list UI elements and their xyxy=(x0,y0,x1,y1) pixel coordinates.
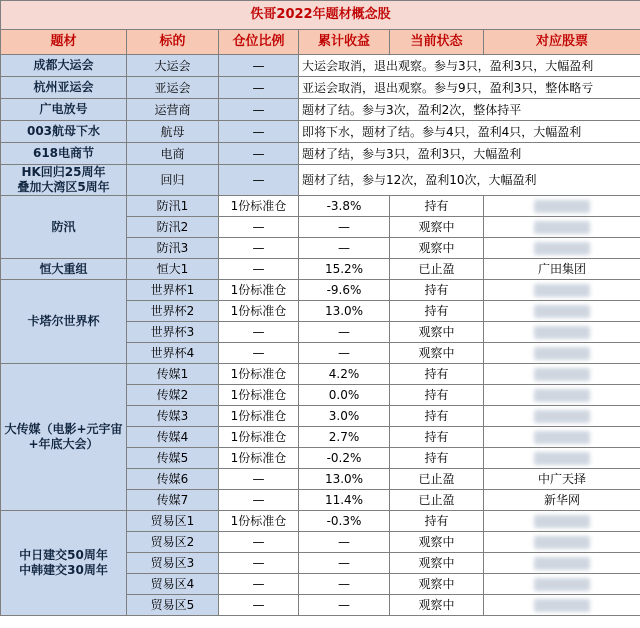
status-cell[interactable]: 观察中 xyxy=(390,217,484,238)
status-cell[interactable]: 观察中 xyxy=(390,343,484,364)
stock-cell[interactable] xyxy=(484,553,640,574)
return-cell[interactable]: — xyxy=(299,238,390,259)
status-cell[interactable]: 观察中 xyxy=(390,595,484,616)
position-cell[interactable]: — xyxy=(219,343,299,364)
stock-cell[interactable]: 广田集团 xyxy=(484,259,640,280)
return-cell[interactable]: 13.0% xyxy=(299,301,390,322)
blurred-stock-name xyxy=(534,557,590,570)
stock-cell[interactable] xyxy=(484,574,640,595)
stock-cell[interactable] xyxy=(484,217,640,238)
blurred-stock-name xyxy=(534,221,590,234)
position-cell[interactable]: 1份标准仓 xyxy=(219,280,299,301)
status-cell[interactable]: 已止盈 xyxy=(390,259,484,280)
return-cell[interactable]: — xyxy=(299,343,390,364)
position-cell[interactable]: 1份标准仓 xyxy=(219,364,299,385)
status-cell[interactable]: 已止盈 xyxy=(390,469,484,490)
status-cell[interactable]: 持有 xyxy=(390,406,484,427)
target-cell[interactable]: 防汛2 xyxy=(127,217,219,238)
target-cell[interactable]: 贸易区1 xyxy=(127,511,219,532)
position-cell[interactable]: 1份标准仓 xyxy=(219,511,299,532)
target-cell[interactable]: 防汛3 xyxy=(127,238,219,259)
position-cell[interactable]: — xyxy=(219,532,299,553)
position-cell[interactable]: — xyxy=(219,99,299,121)
note-cell[interactable]: 题材了结。参与3次，盈利2次，整体持平 xyxy=(299,99,640,121)
table-row xyxy=(1,511,640,532)
header-stock[interactable]: 对应股票 xyxy=(484,30,640,55)
position-cell[interactable]: — xyxy=(219,238,299,259)
theme-cell[interactable]: 恒大重组 xyxy=(1,259,127,280)
stock-cell[interactable] xyxy=(484,301,640,322)
blurred-stock-name xyxy=(534,347,590,360)
return-cell[interactable]: 4.2% xyxy=(299,364,390,385)
target-cell[interactable]: 传媒7 xyxy=(127,490,219,511)
status-cell[interactable]: 持有 xyxy=(390,364,484,385)
table-row xyxy=(1,55,640,77)
table-row xyxy=(1,280,640,301)
stock-cell[interactable] xyxy=(484,532,640,553)
blurred-stock-name xyxy=(534,536,590,549)
return-cell[interactable]: -0.3% xyxy=(299,511,390,532)
status-cell[interactable]: 观察中 xyxy=(390,574,484,595)
blurred-stock-name xyxy=(534,452,590,465)
sheet-title[interactable]: 佚哥2022年题材概念股 xyxy=(1,1,640,30)
return-cell[interactable]: 13.0% xyxy=(299,469,390,490)
target-cell[interactable]: 传媒3 xyxy=(127,406,219,427)
blurred-stock-name xyxy=(534,389,590,402)
return-cell[interactable]: — xyxy=(299,595,390,616)
position-cell[interactable]: — xyxy=(219,143,299,165)
return-cell[interactable]: -9.6% xyxy=(299,280,390,301)
target-cell[interactable]: 贸易区2 xyxy=(127,532,219,553)
status-cell[interactable]: 观察中 xyxy=(390,322,484,343)
stock-cell[interactable] xyxy=(484,511,640,532)
table-row xyxy=(1,77,640,99)
target-cell[interactable]: 运营商 xyxy=(127,99,219,121)
stock-cell[interactable]: 中广天择 xyxy=(484,469,640,490)
status-cell[interactable]: 观察中 xyxy=(390,238,484,259)
blurred-stock-name xyxy=(534,368,590,381)
target-cell[interactable]: 传媒2 xyxy=(127,385,219,406)
return-cell[interactable]: — xyxy=(299,532,390,553)
blurred-stock-name xyxy=(534,200,590,213)
status-cell[interactable]: 持有 xyxy=(390,427,484,448)
table-row xyxy=(1,143,640,165)
position-cell[interactable]: 1份标准仓 xyxy=(219,427,299,448)
target-cell[interactable]: 恒大1 xyxy=(127,259,219,280)
position-cell[interactable]: — xyxy=(219,553,299,574)
position-cell[interactable]: — xyxy=(219,574,299,595)
theme-cell[interactable]: 中日建交50周年 中韩建交30周年 xyxy=(1,511,127,616)
table-row xyxy=(1,259,640,280)
return-cell[interactable]: — xyxy=(299,574,390,595)
target-cell[interactable]: 大运会 xyxy=(127,55,219,77)
target-cell[interactable]: 世界杯2 xyxy=(127,301,219,322)
blurred-stock-name xyxy=(534,599,590,612)
theme-cell[interactable]: 003航母下水 xyxy=(1,121,127,143)
target-cell[interactable]: 传媒4 xyxy=(127,427,219,448)
return-cell[interactable]: 3.0% xyxy=(299,406,390,427)
stock-cell[interactable] xyxy=(484,280,640,301)
blurred-stock-name xyxy=(534,305,590,318)
stock-cell[interactable] xyxy=(484,364,640,385)
theme-cell[interactable]: 卡塔尔世界杯 xyxy=(1,280,127,364)
status-cell[interactable]: 持有 xyxy=(390,301,484,322)
blurred-stock-name xyxy=(534,410,590,423)
position-cell[interactable]: 1份标准仓 xyxy=(219,385,299,406)
header-status[interactable]: 当前状态 xyxy=(390,30,484,55)
theme-cell[interactable]: 大传媒（电影+元宇宙+年底大会） xyxy=(1,364,127,511)
note-cell[interactable]: 题材了结，参与3只，盈利3只，大幅盈利 xyxy=(299,143,640,165)
target-cell[interactable]: 航母 xyxy=(127,121,219,143)
header-theme[interactable]: 题材 xyxy=(1,30,127,55)
target-cell[interactable]: 贸易区4 xyxy=(127,574,219,595)
return-cell[interactable]: — xyxy=(299,217,390,238)
return-cell[interactable]: -0.2% xyxy=(299,448,390,469)
position-cell[interactable]: — xyxy=(219,77,299,99)
theme-cell[interactable]: 成都大运会 xyxy=(1,55,127,77)
note-cell[interactable]: 即将下水，题材了结。参与4只，盈利4只，大幅盈利 xyxy=(299,121,640,143)
stock-cell[interactable]: 新华网 xyxy=(484,490,640,511)
table-row xyxy=(1,196,640,217)
theme-cell[interactable]: 杭州亚运会 xyxy=(1,77,127,99)
target-cell[interactable]: 贸易区3 xyxy=(127,553,219,574)
header-position[interactable]: 仓位比例 xyxy=(219,30,299,55)
target-cell[interactable]: 防汛1 xyxy=(127,196,219,217)
position-cell[interactable]: 1份标准仓 xyxy=(219,301,299,322)
return-cell[interactable]: — xyxy=(299,322,390,343)
position-cell[interactable]: — xyxy=(219,322,299,343)
target-cell[interactable]: 世界杯3 xyxy=(127,322,219,343)
status-cell[interactable]: 持有 xyxy=(390,385,484,406)
return-cell[interactable]: 2.7% xyxy=(299,427,390,448)
header-target[interactable]: 标的 xyxy=(127,30,219,55)
target-cell[interactable]: 回归 xyxy=(127,165,219,196)
target-cell[interactable]: 传媒6 xyxy=(127,469,219,490)
status-cell[interactable]: 持有 xyxy=(390,280,484,301)
position-cell[interactable]: 1份标准仓 xyxy=(219,196,299,217)
theme-cell[interactable]: HK回归25周年 叠加大湾区5周年 xyxy=(1,165,127,196)
theme-cell[interactable]: 618电商节 xyxy=(1,143,127,165)
position-cell[interactable]: — xyxy=(219,469,299,490)
table-row xyxy=(1,99,640,121)
target-cell[interactable]: 贸易区5 xyxy=(127,595,219,616)
position-cell[interactable]: — xyxy=(219,259,299,280)
return-cell[interactable]: — xyxy=(299,553,390,574)
status-cell[interactable]: 持有 xyxy=(390,196,484,217)
header-row xyxy=(1,30,640,55)
theme-cell[interactable]: 广电放号 xyxy=(1,99,127,121)
target-cell[interactable]: 世界杯1 xyxy=(127,280,219,301)
target-cell[interactable]: 传媒1 xyxy=(127,364,219,385)
status-cell[interactable]: 持有 xyxy=(390,511,484,532)
note-cell[interactable]: 题材了结，参与12次，盈利10次，大幅盈利 xyxy=(299,165,640,196)
position-cell[interactable]: — xyxy=(219,165,299,196)
target-cell[interactable]: 电商 xyxy=(127,143,219,165)
table-row xyxy=(1,121,640,143)
blurred-stock-name xyxy=(534,431,590,444)
status-cell[interactable]: 已止盈 xyxy=(390,490,484,511)
stock-cell[interactable] xyxy=(484,385,640,406)
stock-cell[interactable] xyxy=(484,406,640,427)
theme-cell[interactable]: 防汛 xyxy=(1,196,127,259)
target-cell[interactable]: 传媒5 xyxy=(127,448,219,469)
stock-cell[interactable] xyxy=(484,595,640,616)
stock-cell[interactable] xyxy=(484,238,640,259)
stock-cell[interactable] xyxy=(484,448,640,469)
note-cell[interactable]: 亚运会取消，退出观察。参与9只，盈利3只，整体略亏 xyxy=(299,77,640,99)
return-cell[interactable]: -3.8% xyxy=(299,196,390,217)
position-cell[interactable]: — xyxy=(219,595,299,616)
blurred-stock-name xyxy=(534,242,590,255)
target-cell[interactable]: 世界杯4 xyxy=(127,343,219,364)
table-row xyxy=(1,165,640,196)
position-cell[interactable]: — xyxy=(219,490,299,511)
position-cell[interactable]: — xyxy=(219,55,299,77)
position-cell[interactable]: — xyxy=(219,217,299,238)
table-row xyxy=(1,364,640,385)
return-cell[interactable]: 11.4% xyxy=(299,490,390,511)
title-row xyxy=(1,1,640,30)
stock-cell[interactable] xyxy=(484,196,640,217)
status-cell[interactable]: 观察中 xyxy=(390,553,484,574)
position-cell[interactable]: 1份标准仓 xyxy=(219,448,299,469)
stock-cell[interactable] xyxy=(484,322,640,343)
stock-cell[interactable] xyxy=(484,343,640,364)
blurred-stock-name xyxy=(534,326,590,339)
blurred-stock-name xyxy=(534,578,590,591)
blurred-stock-name xyxy=(534,284,590,297)
blurred-stock-name xyxy=(534,515,590,528)
position-cell[interactable]: 1份标准仓 xyxy=(219,406,299,427)
target-cell[interactable]: 亚运会 xyxy=(127,77,219,99)
note-cell[interactable]: 大运会取消，退出观察。参与3只，盈利3只，大幅盈利 xyxy=(299,55,640,77)
return-cell[interactable]: 0.0% xyxy=(299,385,390,406)
status-cell[interactable]: 观察中 xyxy=(390,532,484,553)
status-cell[interactable]: 持有 xyxy=(390,448,484,469)
return-cell[interactable]: 15.2% xyxy=(299,259,390,280)
header-return[interactable]: 累计收益 xyxy=(299,30,390,55)
position-cell[interactable]: — xyxy=(219,121,299,143)
stock-cell[interactable] xyxy=(484,427,640,448)
